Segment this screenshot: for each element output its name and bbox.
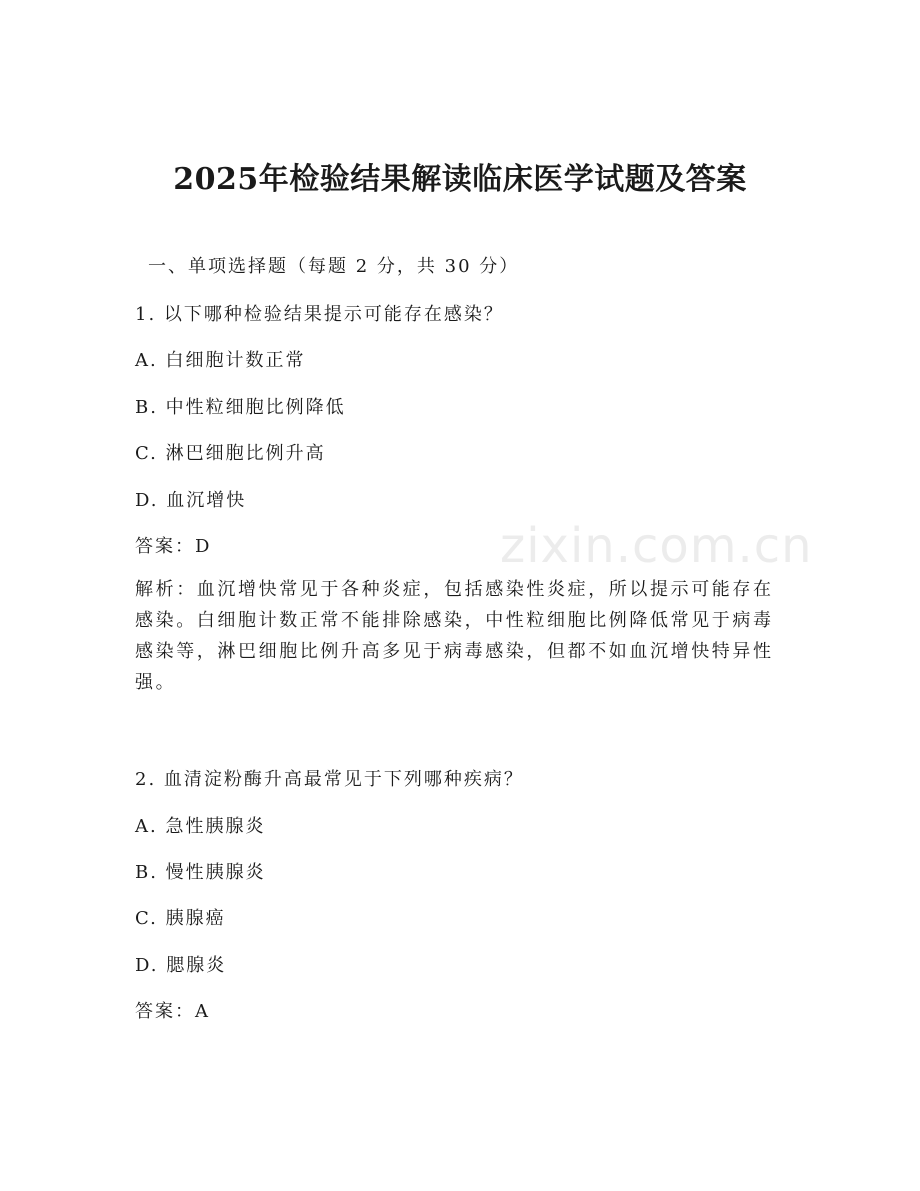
option-a: A. 急性胰腺炎 [135,816,266,837]
question-stem: 2. 血清淀粉酶升高最常见于下列哪种疾病？ [135,769,524,790]
option-b: B. 慢性胰腺炎 [135,862,266,883]
document-title: 2025年检验结果解读临床医学试题及答案 [173,162,747,197]
option-c: C. 淋巴细胞比例升高 [135,443,326,464]
answer: 答案：A [135,1001,210,1022]
section-heading: 一、单项选择题（每题 2 分，共 30 分） [148,256,520,277]
watermark: zixin.com.cn [500,518,813,574]
option-d: D. 血沉增快 [135,490,247,511]
answer: 答案：D [135,536,212,557]
explanation: 解析：血沉增快常见于各种炎症，包括感染性炎症，所以提示可能存在感染。白细胞计数正常不能排除感染，中性粒细胞比例降低常见于病毒感染等，淋巴细胞比例升高多见于病毒感染，但都不如血沉增快特异性强。 [135,579,774,693]
option-c: C. 胰腺癌 [135,908,226,929]
option-b: B. 中性粒细胞比例降低 [135,397,346,418]
question-stem: 1. 以下哪种检验结果提示可能存在感染？ [135,304,504,325]
option-a: A. 白细胞计数正常 [135,350,306,371]
option-d: D. 腮腺炎 [135,955,227,976]
